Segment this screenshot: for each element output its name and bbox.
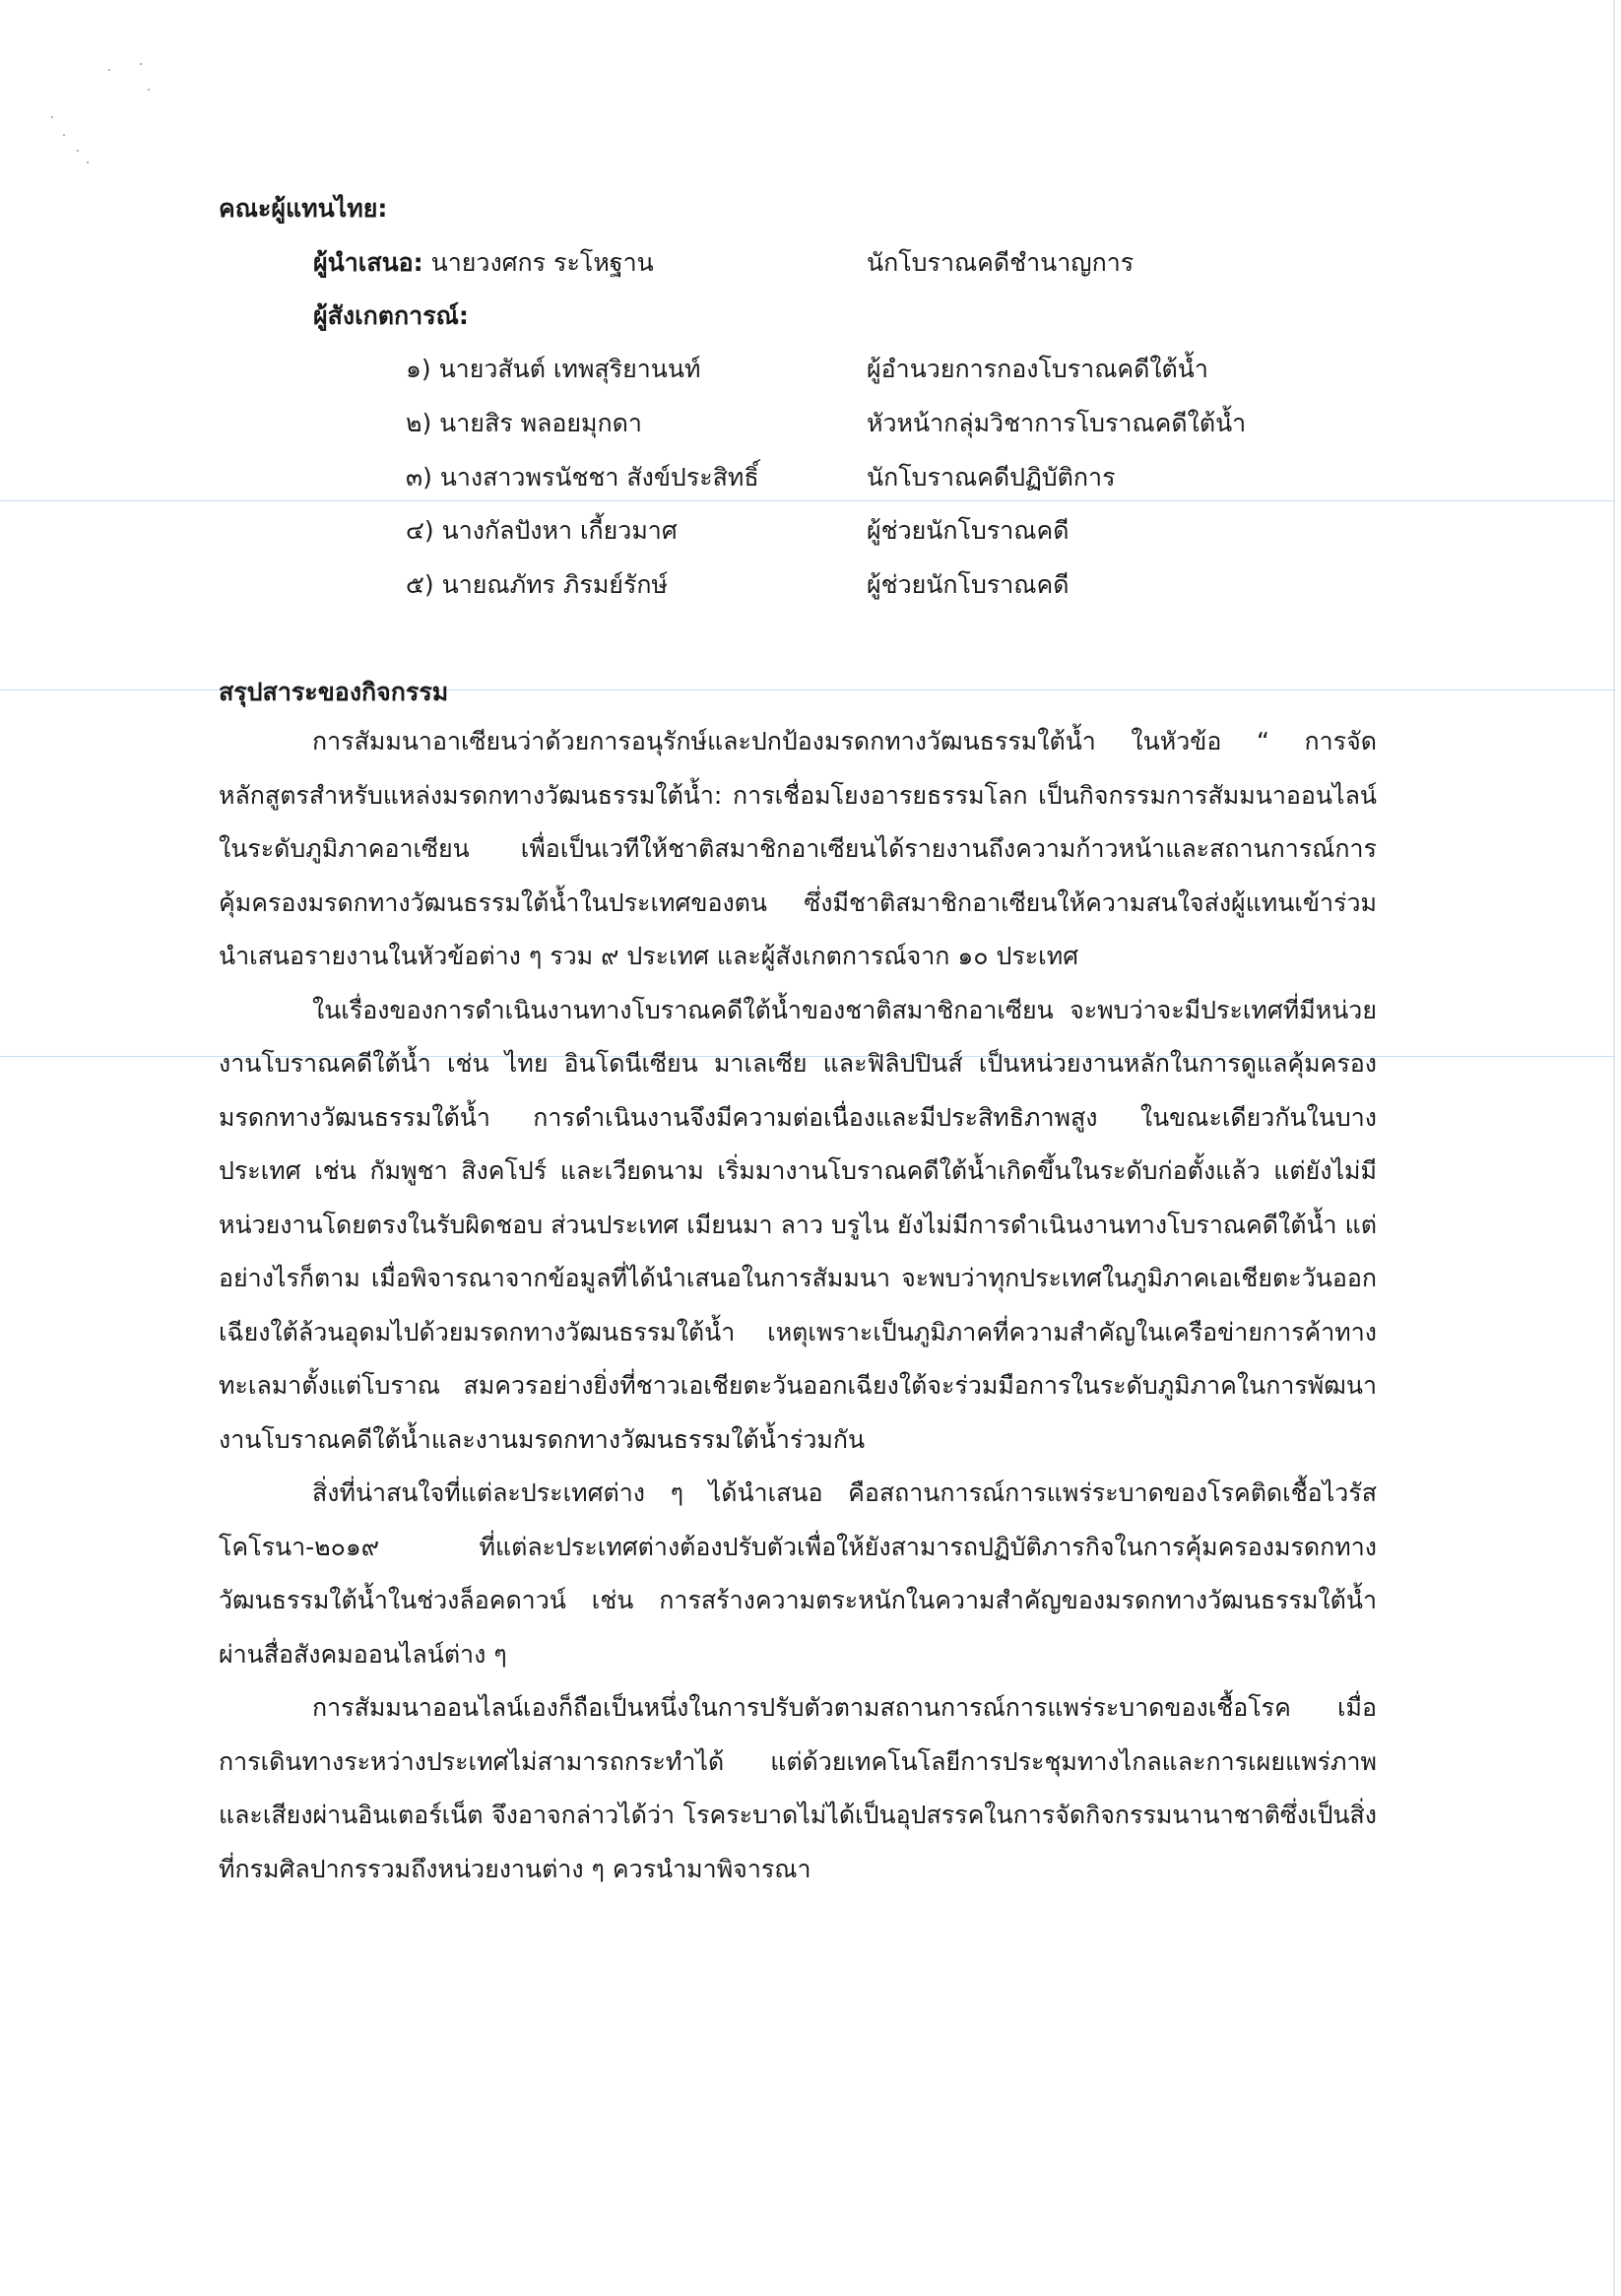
presenter-role: นักโบราณคดีชำนาญการ	[867, 248, 1135, 277]
summary-paragraph: ในเรื่องของการดำเนินงานทางโบราณคดีใต้น้ำของชาติสมาชิกอาเซียน จะพบว่าจะมีประเทศที่มีหน่วยงานโบราณคดีใต้น้ำ เช่น ไทย อินโดนีเซียน มาเลเซีย และฟิลิปปินส์ เป็นหน่วยงานหลักในการดูแลคุ้มครองมรดกทางวัฒนธรรมใต้น้ำ การดำเนินงานจึงมีความต่อเนื่องและมีประสิทธิภาพสูง ในขณะเดียวกันในบางประเทศ เช่น กัมพูชา สิงคโปร์ และเวียดนาม เริ่มมางานโบราณคดีใต้น้ำเกิดขึ้นในระดับก่อตั้งแล้ว แต่ยังไม่มีหน่วยงานโดยตรงในรับผิดชอบ ส่วนประเทศ เมียนมา ลาว บรูไน ยังไม่มีการดำเนินงานทางโบราณคดีใต้น้ำ แต่อย่างไรก็ตาม เมื่อพิจารณาจากข้อมูลที่ได้นำเสนอในการสัมมนา จะพบว่าทุกประเทศในภูมิภาคเอเชียตะวันออกเฉียงใต้ล้วนอุดมไปด้วยมรดกทางวัฒนธรรมใต้น้ำ เหตุเพราะเป็นภูมิภาคที่ความสำคัญในเครือข่ายการค้าทางทะเลมาตั้งแต่โบราณ สมควรอย่างยิ่งที่ชาวเอเชียตะวันออกเฉียงใต้จะร่วมมือการในระดับภูมิภาคในการพัฒนางานโบราณคดีใต้น้ำและงานมรดกทางวัฒนธรรมใต้น้ำร่วมกัน	[219, 995, 1377, 1454]
page-edge	[1613, 0, 1615, 2296]
observer-role: หัวหน้ากลุ่มวิชาการโบราณคดีใต้น้ำ	[867, 409, 1247, 437]
observer-name: ๕) นายณภัทร ภิรมย์รักษ์	[406, 570, 669, 599]
summary-paragraph: สิ่งที่น่าสนใจที่แต่ละประเทศต่าง ๆ ได้นำเสนอ คือสถานการณ์การแพร่ระบาดของโรคติดเชื้อไวรัสโคโรนา-๒๐๑๙ ที่แต่ละประเทศต่างต้องปรับตัวเพื่อให้ยังสามารถปฏิบัติภารกิจในการคุ้มครองมรดกทางวัฒนธรรมใต้น้ำในช่วงล็อคดาวน์ เช่น การสร้างความตระหนักในความสำคัญของมรดกทางวัฒนธรรมใต้น้ำผ่านสื่อสังคมออนไลน์ต่าง ๆ	[219, 1478, 1377, 1669]
observer-name: ๑) นายวสันต์ เทพสุริยานนท์	[406, 355, 701, 383]
summary-paragraph: การสัมมนาออนไลน์เองก็ถือเป็นหนึ่งในการปรับตัวตามสถานการณ์การแพร่ระบาดของเชื้อโรค เมื่อการเดินทางระหว่างประเทศไม่สามารถกระทำได้ แต่ด้วยเทคโนโลยีการประชุมทางไกลและการเผยแพร่ภาพและเสียงผ่านอินเตอร์เน็ต จึงอาจกล่าวได้ว่า โรคระบาดไม่ได้เป็นอุปสรรคในการจัดกิจกรรมนานาชาติซึ่งเป็นสิ่งที่กรมศิลปากรรวมถึงหน่วยงานต่าง ๆ ควรนำมาพิจารณา	[219, 1693, 1377, 1883]
presenter-row	[313, 246, 654, 280]
presenter-name: นายวงศกร ระโหฐาน	[430, 248, 654, 277]
observer-role: ผู้ช่วยนักโบราณคดี	[867, 516, 1070, 545]
observer-role: ผู้อำนวยการกองโบราณคดีใต้น้ำ	[867, 355, 1208, 383]
observer-name: ๔) นางกัลปังหา เกี้ยวมาศ	[406, 516, 678, 545]
summary-heading: สรุปสาระของกิจกรรม	[219, 678, 449, 706]
observer-role: นักโบราณคดีปฏิบัติการ	[867, 463, 1116, 492]
observer-role: ผู้ช่วยนักโบราณคดี	[867, 570, 1070, 599]
scan-artifact-line	[0, 500, 1615, 501]
summary-body	[219, 715, 1377, 1896]
scan-specks	[49, 59, 167, 167]
summary-paragraph: การสัมมนาอาเซียนว่าด้วยการอนุรักษ์และปกป้องมรดกทางวัฒนธรรมใต้น้ำ ในหัวข้อ “ การจัดหลักสูตรสำหรับแหล่งมรดกทางวัฒนธรรมใต้น้ำ: การเชื่อมโยงอารยธรรมโลก เป็นกิจกรรมการสัมมนาออนไลน์ในระดับภูมิภาคอาเซียน เพื่อเป็นเวทีให้ชาติสมาชิกอาเซียนได้รายงานถึงความก้าวหน้าและสถานการณ์การคุ้มครองมรดกทางวัฒนธรรมใต้น้ำในประเทศของตน ซึ่งมีชาติสมาชิกอาเซียนให้ความสนใจส่งผู้แทนเข้าร่วมนำเสนอรายงานในหัวข้อต่าง ๆ รวม ๙ ประเทศ และผู้สังเกตการณ์จาก ๑๐ ประเทศ	[219, 727, 1377, 970]
presenter-label: ผู้นำเสนอ:	[313, 248, 423, 277]
observers-label: ผู้สังเกตการณ์:	[313, 301, 469, 330]
observer-name: ๒) นายสิร พลอยมุกดา	[406, 409, 642, 437]
observer-name: ๓) นางสาวพรนัชชา สังข์ประสิทธิ์	[406, 463, 759, 492]
delegation-heading: คณะผู้แทนไทย:	[219, 194, 388, 223]
